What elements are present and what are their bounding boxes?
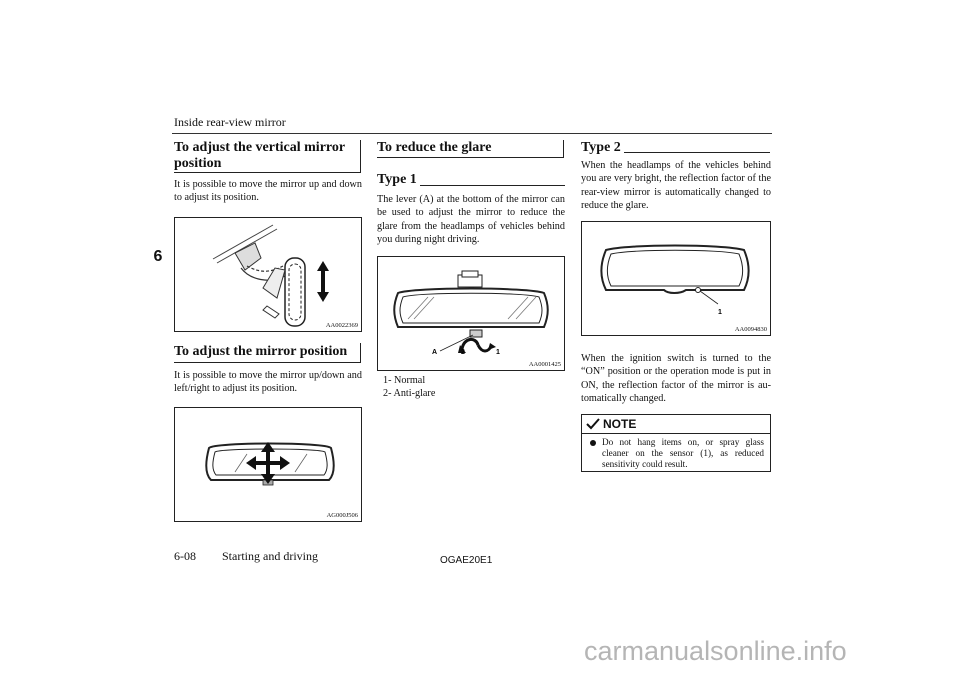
figure-code: AA0094830: [734, 326, 767, 333]
list-item: 1- Normal: [383, 375, 426, 386]
subheading-rule: [624, 152, 770, 153]
figure-mirror-position: [174, 407, 362, 522]
figure-type2-mirror: [581, 221, 771, 336]
label-1: 1: [496, 349, 500, 356]
chapter-tab: 6: [148, 247, 168, 267]
vertical-mirror-illustration: [175, 218, 361, 331]
running-header: Inside rear-view mirror: [174, 115, 286, 129]
note-title: NOTE: [603, 417, 637, 431]
section-heading-reduce-glare: To reduce the glare: [377, 140, 492, 155]
heading-vrule: [563, 140, 564, 158]
subheading-type1: Type 1: [377, 172, 417, 187]
header-rule: [172, 133, 772, 134]
label-a: A: [432, 349, 438, 356]
heading-rule: [174, 362, 360, 363]
heading-rule: [174, 172, 360, 173]
figure-code: AA0001425: [528, 361, 561, 368]
paragraph: When the ignition switch is turned to the “ON” position or the operation mode is put in ON, the reflection factor of the mirror is au-tomatically changed.: [581, 353, 771, 405]
bullet-icon: [590, 440, 596, 446]
label-1: 1: [718, 309, 722, 316]
note-item: [582, 434, 770, 474]
note-text: Do not hang items on, or spray glass cleaner on the sensor (1), as reduced sensitivity could result.: [602, 437, 764, 469]
section-name: Starting and driving: [222, 549, 318, 563]
mirror-four-direction-illustration: [175, 408, 361, 521]
page-number: 6-08: [174, 549, 196, 563]
legend-list: [383, 374, 563, 400]
label-2: 2: [461, 349, 465, 356]
note-box: [581, 414, 771, 472]
figure-type1-mirror: [377, 256, 565, 371]
type1-mirror-illustration: [378, 257, 564, 370]
watermark: carmanualsonline.info: [584, 636, 847, 666]
figure-code: AG000J506: [326, 512, 358, 519]
paragraph: It is possible to move the mirror up and down to adjust its position.: [174, 179, 362, 204]
type2-mirror-illustration: [582, 222, 770, 335]
paragraph: It is possible to move the mirror up/down and left/right to adjust its position.: [174, 370, 362, 395]
figure-vertical-mirror-adjustment: [174, 217, 362, 332]
paragraph: The lever (A) at the bottom of the mirror can be used to adjust the mirror to reduce the glare from the headlamps of vehicles behind you during night driving.: [377, 194, 565, 246]
heading-vrule: [360, 140, 361, 173]
paragraph: When the headlamps of the vehicles behind you are very bright, the reflection factor of the rear-view mirror is automatically changed to reduce the glare.: [581, 160, 771, 212]
note-header: [582, 415, 770, 434]
subheading-type2: Type 2: [581, 140, 621, 155]
figure-code: AA0022369: [325, 322, 358, 329]
section-heading-vertical-position: To adjust the vertical mirror position: [174, 140, 346, 171]
pencil-check-icon: [586, 418, 600, 430]
heading-vrule: [360, 343, 361, 363]
heading-rule: [377, 157, 563, 158]
list-item: 2- Anti-glare: [383, 388, 436, 399]
document-code: OGAE20E1: [440, 555, 493, 566]
subheading-rule: [420, 185, 565, 186]
section-heading-mirror-position: To adjust the mirror position: [174, 344, 348, 359]
